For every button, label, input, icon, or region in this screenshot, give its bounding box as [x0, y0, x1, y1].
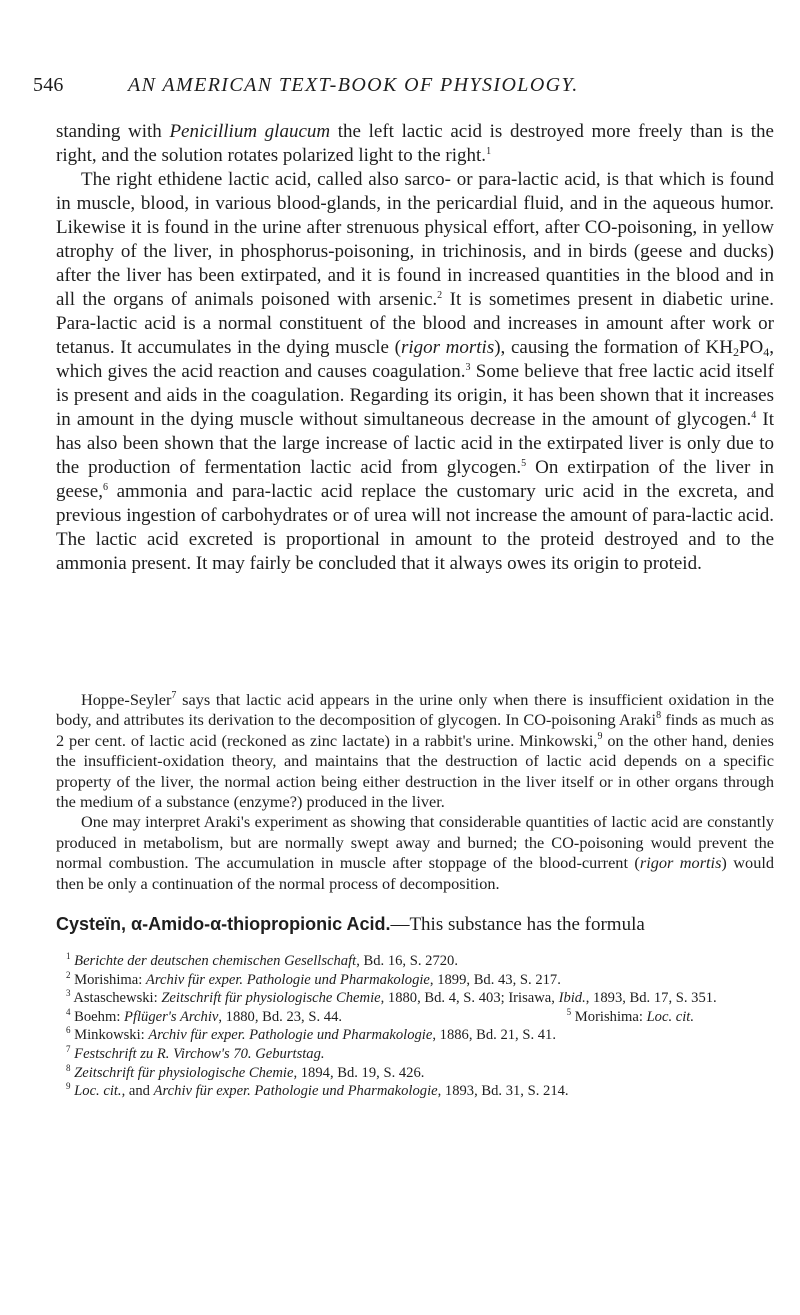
main-text — [56, 120, 774, 576]
text-run: standing with — [56, 121, 170, 142]
footnote — [56, 1026, 774, 1045]
text-run: ) would then be only a continuation of the normal process of decomposition. — [56, 853, 775, 893]
footnote-ref: 6 — [102, 482, 108, 493]
text-run: the left lactic acid is destroyed more freely than is the right, and the solution rotates polarized light to the right. — [56, 121, 774, 166]
italic-text: Loc. cit. — [74, 1083, 122, 1100]
section-heading: Cysteïn, α-Amido-α-thiopropionic Acid. — [56, 914, 391, 934]
footnote — [56, 952, 774, 971]
subscript: 2 — [732, 345, 739, 359]
footnote — [56, 1008, 342, 1027]
italic-text: rigor mortis — [400, 337, 495, 358]
italic-text: Loc. cit. — [646, 1008, 694, 1025]
footnote-ref: 7 — [171, 690, 177, 701]
paragraph — [56, 120, 774, 168]
footnote — [56, 971, 774, 990]
footnote-number: 3 — [66, 988, 71, 999]
text-run: , 1894, Bd. 19, S. 426. — [293, 1064, 425, 1081]
running-title: AN AMERICAN TEXT-BOOK OF PHYSIOLOGY. — [128, 74, 579, 96]
text-run: Astaschewski: — [73, 990, 162, 1007]
footnote-number: 2 — [66, 969, 71, 980]
italic-text: Pflüger's Archiv — [124, 1008, 219, 1025]
footnote — [56, 989, 774, 1008]
text-run: ), causing the formation of KH — [494, 337, 733, 358]
text-run: Some believe that free lactic acid itself is present and aids in the coagulation. Regarding its origin, it has been shown that it increases in amount in the dying muscle without simultaneous decrease in the amount of glycogen. — [56, 361, 774, 430]
text-run: , 1880, Bd. 23, S. 44. — [218, 1008, 343, 1025]
italic-text: Archiv für exper. Pathologie und Pharmakologie — [145, 971, 430, 988]
footnote-number: 4 — [66, 1006, 71, 1017]
footnote — [56, 1045, 774, 1064]
text-run: , 1893, Bd. 17, S. 351. — [585, 990, 717, 1007]
text-run: , 1899, Bd. 43, S. 217. — [429, 971, 561, 988]
footnote-ref: 4 — [751, 410, 757, 421]
footnote-ref: 3 — [465, 362, 471, 373]
footnotes — [56, 952, 774, 1101]
italic-text: Zeitschrift für physiologische Chemie — [74, 1064, 294, 1081]
text-run: , 1880, Bd. 4, S. 403; Irisawa, — [380, 990, 559, 1007]
footnote-ref: 8 — [656, 710, 662, 722]
text-run: , which gives the acid reaction and causes coagulation. — [56, 337, 774, 382]
footnote — [56, 1064, 774, 1083]
footnote-number: 6 — [66, 1025, 71, 1036]
footnote — [557, 1008, 694, 1027]
text-run: —This substance has the formula — [390, 914, 645, 935]
footnote-number: 5 — [566, 1006, 572, 1017]
text-run: Morishima: — [574, 1008, 647, 1025]
footnote-ref: 2 — [437, 290, 443, 301]
text-run: The right ethidene lactic acid, called also sarco- or para-lactic acid, is that which is found in muscle, blood, in various blood-glands, in the pericardial fluid, and in the aqueous humor. Likewise it is found in the urine after strenuous physical effort, after CO-poisoning, in yellow atrophy of the liver, in phosphorus-poisoning, in trichinosis, and in birds (geese and ducks) after the liver has been extirpated, and it is found in increased quantities in the blood and in all the organs of animals poisoned with arsenic. — [56, 169, 774, 310]
text-run: One may interpret Araki's experiment as showing that considerable quantities of lactic acid are constantly produced in metabolism, but are normally swept away and burned; the CO-poisoning would prevent the normal combustion. The accumulation in muscle after stoppage of the blood-current ( — [56, 812, 774, 873]
text-run: On extirpation of the liver in geese, — [56, 457, 774, 502]
text-run: It is sometimes present in diabetic urine. Para-lactic acid is a normal constituent of the blood and increases in amount after work or tetanus. It accumulates in the dying muscle ( — [56, 289, 774, 358]
footnote-number: 7 — [66, 1043, 71, 1054]
section-paragraph — [56, 912, 774, 937]
footnote — [56, 1082, 774, 1101]
subscript: 4 — [763, 345, 770, 359]
italic-text: Berichte der deutschen chemischen Gesellschaft — [74, 953, 357, 969]
text-run: ammonia and para-lactic acid replace the customary uric acid in the excreta, and previous ingestion of carbohydrates or of urea will not increase the amount of para-lactic acid. The lactic acid excreted is proportional in amount to the proteid destroyed and to the ammonia present. It may fairly be concluded that it always owes its origin to proteid. — [56, 481, 774, 574]
italic-text: Archiv für exper. Pathologie und Pharmakologie — [153, 1083, 438, 1100]
text-run: It has also been shown that the large increase of lactic acid in the extirpated liver is only due to the production of fermentation lactic acid from glycogen. — [56, 409, 775, 478]
italic-text: Penicillium glaucum — [169, 121, 331, 142]
paragraph — [56, 168, 774, 576]
footnote-number: 8 — [66, 1062, 71, 1073]
footnote-number: 9 — [66, 1081, 71, 1092]
text-run: PO — [738, 337, 764, 358]
text-run: , 1886, Bd. 21, S. 41. — [432, 1027, 556, 1044]
text-run: finds as much as 2 per cent. of lactic acid (reckoned as zinc lactate) in a rabbit's urine. Minkowski, — [56, 710, 775, 750]
footnote-ref: 5 — [521, 458, 527, 469]
text-run: , and — [121, 1083, 154, 1100]
text-run: Minkowski: — [74, 1027, 149, 1044]
footnote-ref: 1 — [486, 146, 492, 157]
text-run: , 1893, Bd. 31, S. 214. — [437, 1083, 569, 1100]
italic-text: Zeitschrift für physiologische Chemie — [161, 990, 381, 1007]
italic-text: Ibid. — [558, 990, 586, 1007]
small-print-text — [56, 690, 774, 894]
paragraph — [56, 812, 774, 894]
text-run: Boehm: — [74, 1008, 125, 1025]
footnote-number: 1 — [66, 951, 71, 961]
text-run: on the other hand, denies the insufficient-oxidation theory, and maintains that the destruction of lactic acid depends on a specific property of the liver, the normal action being either destruction in the liver itself or in other organs through the medium of a substance (enzyme?) produced in the liver. — [56, 730, 774, 812]
text-run: Morishima: — [74, 971, 146, 988]
footnote-ref: 9 — [597, 730, 603, 742]
italic-text: rigor mortis — [639, 853, 722, 873]
paragraph — [56, 690, 774, 812]
text-run: , Bd. 16, S. 2720. — [356, 953, 458, 969]
italic-text: Festschrift zu R. Virchow's 70. Geburtstag. — [74, 1045, 325, 1062]
page-number: 546 — [33, 74, 64, 96]
text-run: Hoppe-Seyler — [81, 690, 172, 709]
italic-text: Archiv für exper. Pathologie und Pharmakologie — [148, 1027, 433, 1044]
footnote-row — [56, 1008, 774, 1027]
text-run: says that lactic acid appears in the urine only when there is insufficient oxidation in the body, and attributes its derivation to the decomposition of glycogen. In CO-poisoning Araki — [56, 690, 774, 730]
